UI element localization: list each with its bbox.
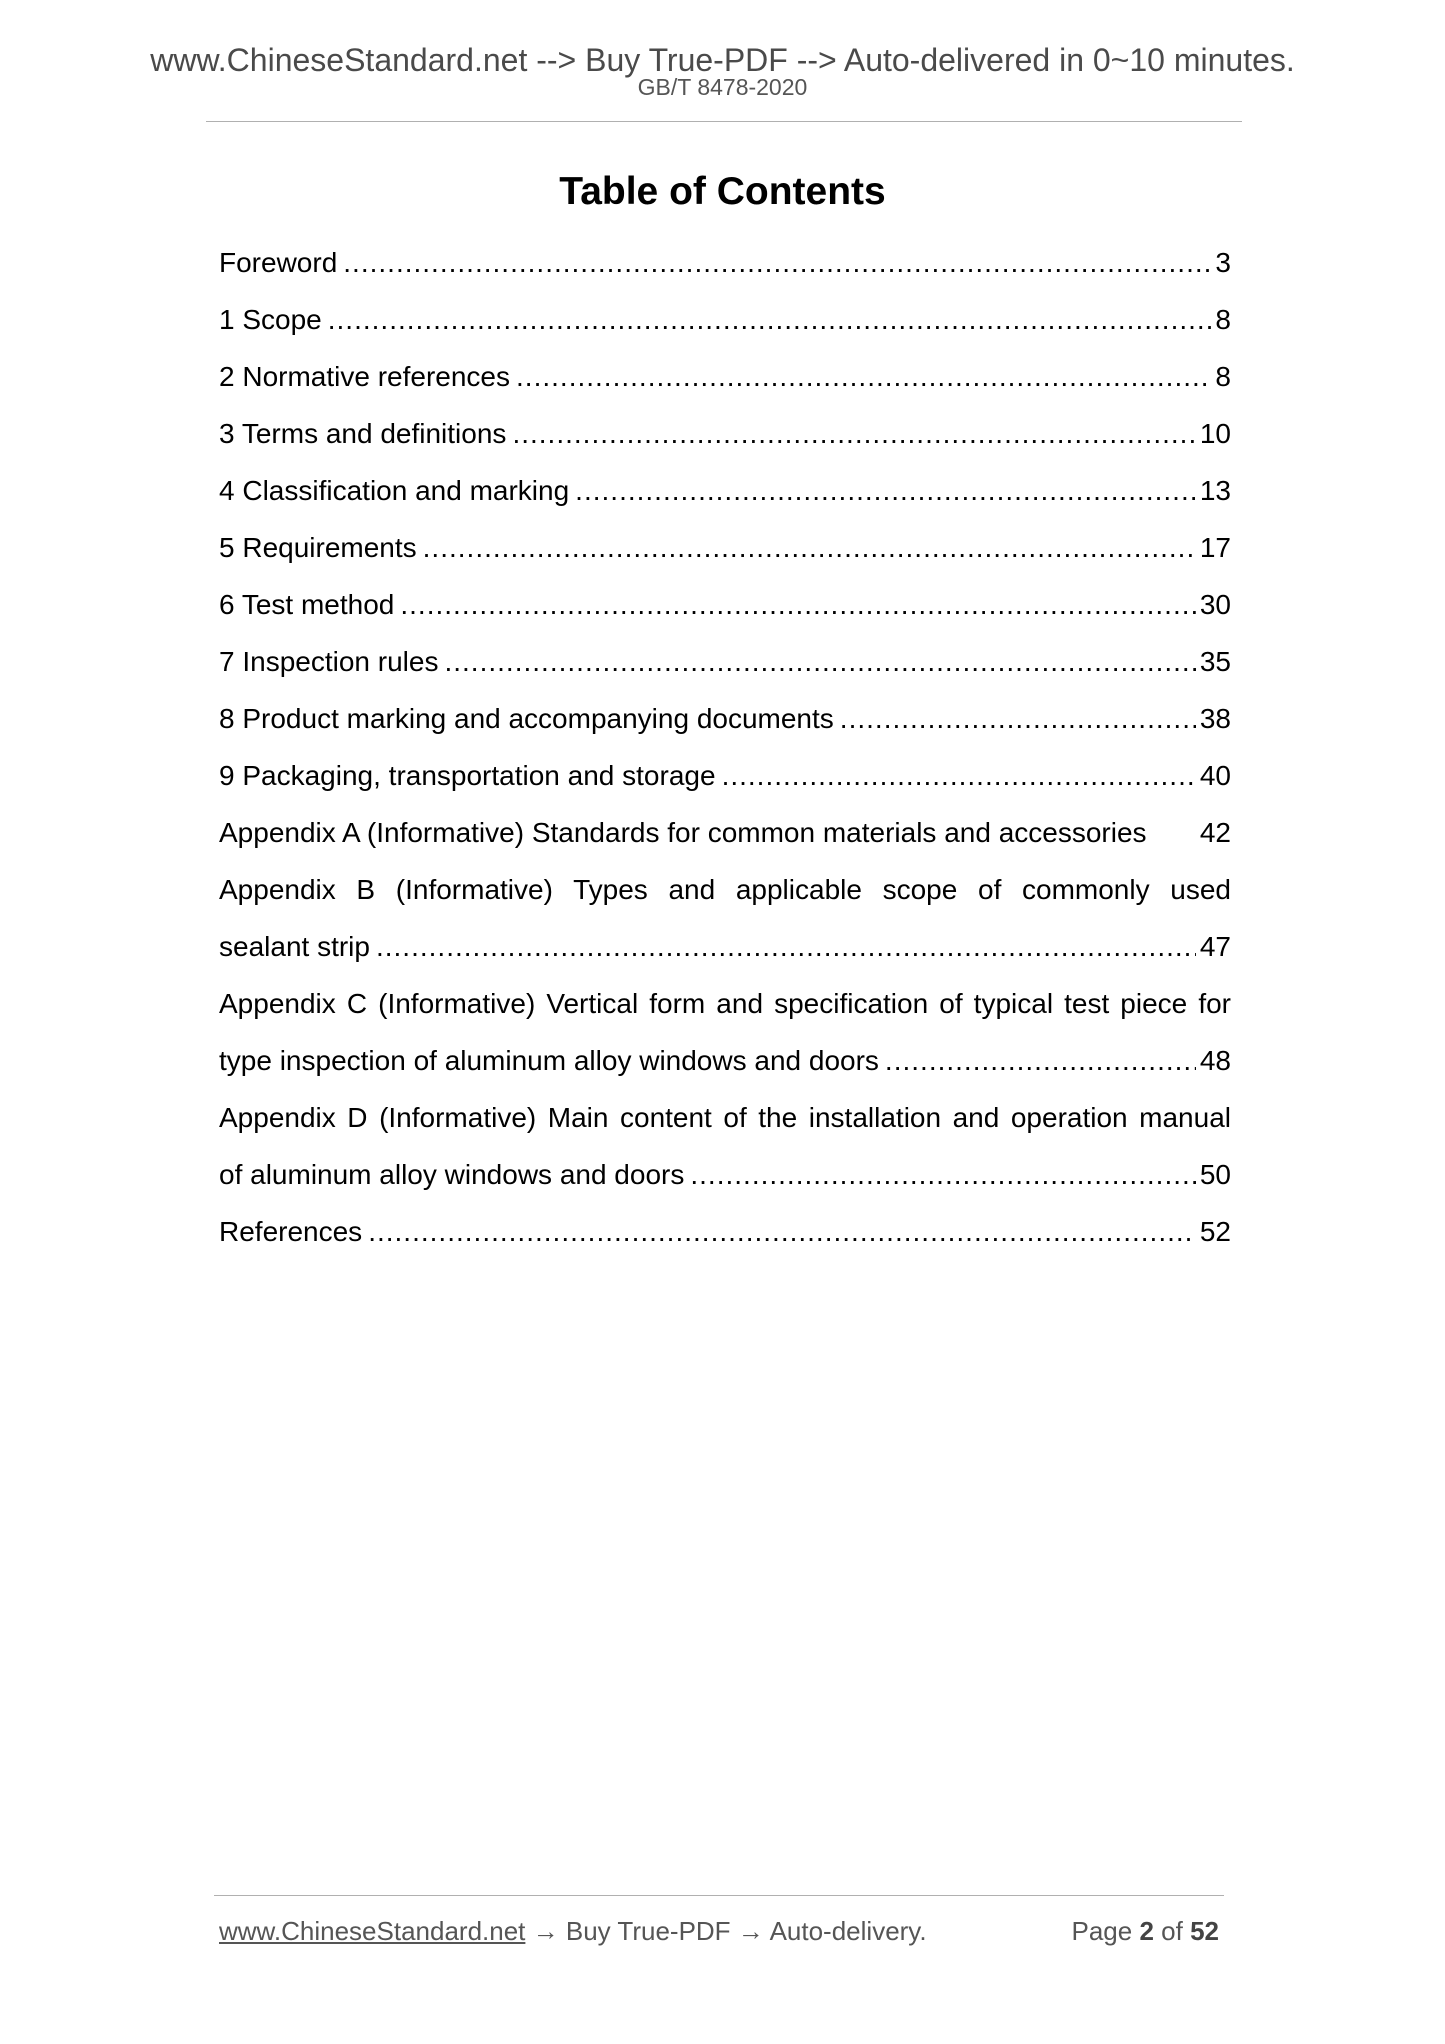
dot-leader — [343, 246, 1211, 280]
toc-entry-label: 3 Terms and definitions — [219, 417, 507, 449]
toc-entry-page: 10 — [1199, 417, 1231, 449]
toc-entry-appendix-b-line1[interactable] — [219, 861, 1231, 918]
footer-divider — [214, 1895, 1224, 1896]
dot-leader — [690, 1158, 1195, 1192]
toc-entry-label: type inspection of aluminum alloy windows and doors — [219, 1044, 879, 1076]
toc-entry-scope[interactable] — [219, 291, 1231, 348]
toc-entry-label: 5 Requirements — [219, 531, 417, 563]
dot-leader — [512, 417, 1195, 451]
page-number — [1071, 1914, 1219, 1948]
toc-entry-page: 13 — [1199, 474, 1231, 506]
toc-entry-references[interactable] — [219, 1203, 1231, 1260]
toc-entry-page: 48 — [1199, 1044, 1231, 1076]
toc-entry-appendix-c[interactable] — [219, 1032, 1231, 1089]
toc-entry-label: References — [219, 1215, 363, 1247]
toc-entry-label: Appendix B (Informative) Types and applicable scope of commonly used — [219, 874, 1231, 905]
toc-entry-page: 8 — [1215, 360, 1231, 392]
dot-leader — [368, 1215, 1196, 1249]
dot-leader — [444, 645, 1195, 679]
toc-entry-page: 8 — [1215, 303, 1231, 335]
toc-entry-appendix-c-line1[interactable] — [219, 975, 1231, 1032]
page-footer — [219, 1914, 1219, 1948]
toc-entry-requirements[interactable] — [219, 519, 1231, 576]
footer-site-link[interactable]: www.ChineseStandard.net — [219, 1916, 526, 1946]
dot-leader — [516, 360, 1211, 394]
toc-entry-label: Appendix D (Informative) Main content of the installation and operation manual — [219, 1102, 1231, 1133]
toc-entry-label: 4 Classification and marking — [219, 474, 570, 506]
footer-tagline: → Buy True-PDF → Auto-delivery. — [525, 1916, 927, 1946]
site-banner: www.ChineseStandard.net --> Buy True-PDF --> Auto-delivered in 0~10 minutes. — [150, 42, 1295, 78]
dot-leader — [840, 702, 1196, 736]
toc-entry-product-marking[interactable] — [219, 690, 1231, 747]
toc-entry-label: 9 Packaging, transportation and storage — [219, 759, 716, 791]
toc-entry-label: 8 Product marking and accompanying documents — [219, 702, 834, 734]
toc-entry-test-method[interactable] — [219, 576, 1231, 633]
current-page: 2 — [1139, 1916, 1154, 1946]
toc-entry-page: 17 — [1199, 531, 1231, 563]
toc-entry-appendix-d[interactable] — [219, 1146, 1231, 1203]
toc-entry-packaging[interactable] — [219, 747, 1231, 804]
toc-entry-page: 38 — [1199, 702, 1231, 734]
toc-entry-normative-references[interactable] — [219, 348, 1231, 405]
toc-entry-label: 1 Scope — [219, 303, 322, 335]
toc-entry-terms-definitions[interactable] — [219, 405, 1231, 462]
toc-entry-page: 52 — [1199, 1215, 1231, 1247]
toc-title: Table of Contents — [559, 170, 886, 213]
total-pages: 52 — [1190, 1916, 1219, 1946]
toc-entry-label: Appendix A (Informative) Standards for common materials and accessories — [219, 816, 1147, 848]
toc-entry-label: 2 Normative references — [219, 360, 511, 392]
toc-entry-page: 47 — [1199, 930, 1231, 962]
toc-entry-page: 30 — [1199, 588, 1231, 620]
toc-entry-appendix-a[interactable] — [219, 804, 1231, 861]
dot-leader — [423, 531, 1196, 565]
toc-entry-page: 50 — [1199, 1158, 1231, 1190]
toc-entry-appendix-d-line1[interactable] — [219, 1089, 1231, 1146]
dot-leader — [328, 303, 1212, 337]
toc-entry-appendix-b[interactable] — [219, 918, 1231, 975]
dot-leader — [575, 474, 1196, 508]
dot-leader — [722, 759, 1196, 793]
toc-entry-inspection-rules[interactable] — [219, 633, 1231, 690]
dot-leader — [400, 588, 1195, 622]
of-word: of — [1161, 1916, 1183, 1946]
page-word: Page — [1071, 1916, 1133, 1946]
toc-entry-page: 42 — [1199, 816, 1231, 848]
toc-entry-label: Appendix C (Informative) Vertical form and specification of typical test piece for — [219, 988, 1231, 1019]
toc-entry-label: sealant strip — [219, 930, 370, 962]
table-of-contents — [219, 234, 1231, 1260]
toc-entry-label: 6 Test method — [219, 588, 395, 620]
toc-entry-label: Foreword — [219, 246, 338, 278]
header-divider — [206, 121, 1242, 122]
toc-entry-page: 35 — [1199, 645, 1231, 677]
toc-entry-foreword[interactable] — [219, 234, 1231, 291]
dot-leader — [376, 930, 1196, 964]
toc-entry-page: 40 — [1199, 759, 1231, 791]
toc-entry-classification-marking[interactable] — [219, 462, 1231, 519]
toc-entry-label: of aluminum alloy windows and doors — [219, 1158, 685, 1190]
dot-leader — [885, 1044, 1196, 1078]
toc-entry-page: 3 — [1215, 246, 1231, 278]
toc-entry-label: 7 Inspection rules — [219, 645, 439, 677]
document-code: GB/T 8478-2020 — [637, 74, 808, 100]
